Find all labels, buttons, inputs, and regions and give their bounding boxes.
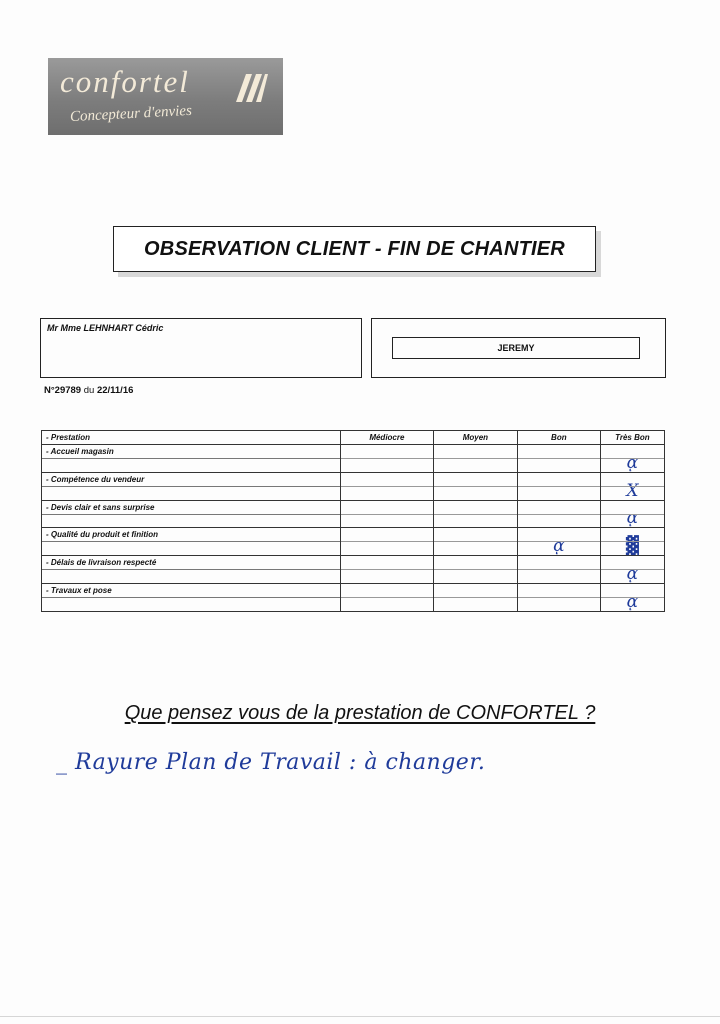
table-header-row xyxy=(42,431,665,445)
representative-name: JEREMY xyxy=(392,337,640,359)
order-date: 22/11/16 xyxy=(96,385,134,396)
header-moyen: Moyen xyxy=(433,431,517,445)
logo-tagline: Concepteur d'envies xyxy=(69,102,193,126)
order-du: du xyxy=(83,385,95,396)
feedback-question: Que pensez vous de la prestation de CONFORTEL ? xyxy=(124,702,596,724)
order-info xyxy=(44,385,133,396)
check-mark: ᾳ xyxy=(626,591,639,612)
evaluation-table xyxy=(41,430,665,612)
order-number: N°29789 xyxy=(44,385,82,396)
header-prestation: - Prestation xyxy=(42,431,341,445)
table-row xyxy=(42,472,665,500)
header-bon: Bon xyxy=(517,431,600,445)
row-label: - Délais de livraison respecté xyxy=(42,556,341,584)
row-label: - Compétence du vendeur xyxy=(42,472,341,500)
row-label: - Devis clair et sans surprise xyxy=(42,500,341,528)
table-row xyxy=(42,583,665,611)
check-mark: ᾳ xyxy=(626,508,639,529)
row-label: - Qualité du produit et finition xyxy=(42,528,341,556)
check-mark: ᾳ xyxy=(553,536,565,557)
row-label: - Accueil magasin xyxy=(42,445,341,473)
logo-brand: confortel xyxy=(60,64,190,99)
page-title: OBSERVATION CLIENT - FIN DE CHANTIER xyxy=(113,226,596,272)
handwritten-comment: _ Rayure Plan de Travail : à changer. xyxy=(56,750,486,775)
check-mark: ᾳ xyxy=(626,452,639,473)
table-row xyxy=(42,500,665,528)
check-mark: ᾳ xyxy=(626,563,639,584)
table-row xyxy=(42,556,665,584)
check-mark: X xyxy=(626,480,639,501)
confortel-logo xyxy=(48,58,283,135)
table-row xyxy=(42,528,665,556)
row-label: - Travaux et pose xyxy=(42,583,341,611)
page-bottom-edge xyxy=(0,1016,720,1017)
table-row xyxy=(42,445,665,473)
header-mediocre: Médiocre xyxy=(340,431,433,445)
client-box xyxy=(40,318,362,378)
representative-box xyxy=(371,318,666,378)
logo-stripes-icon xyxy=(234,72,268,104)
header-tres-bon: Très Bon xyxy=(600,431,664,445)
client-name: Mr Mme LEHNHART Cédric xyxy=(47,323,164,333)
scribbled-mark: ▓ xyxy=(625,536,639,557)
